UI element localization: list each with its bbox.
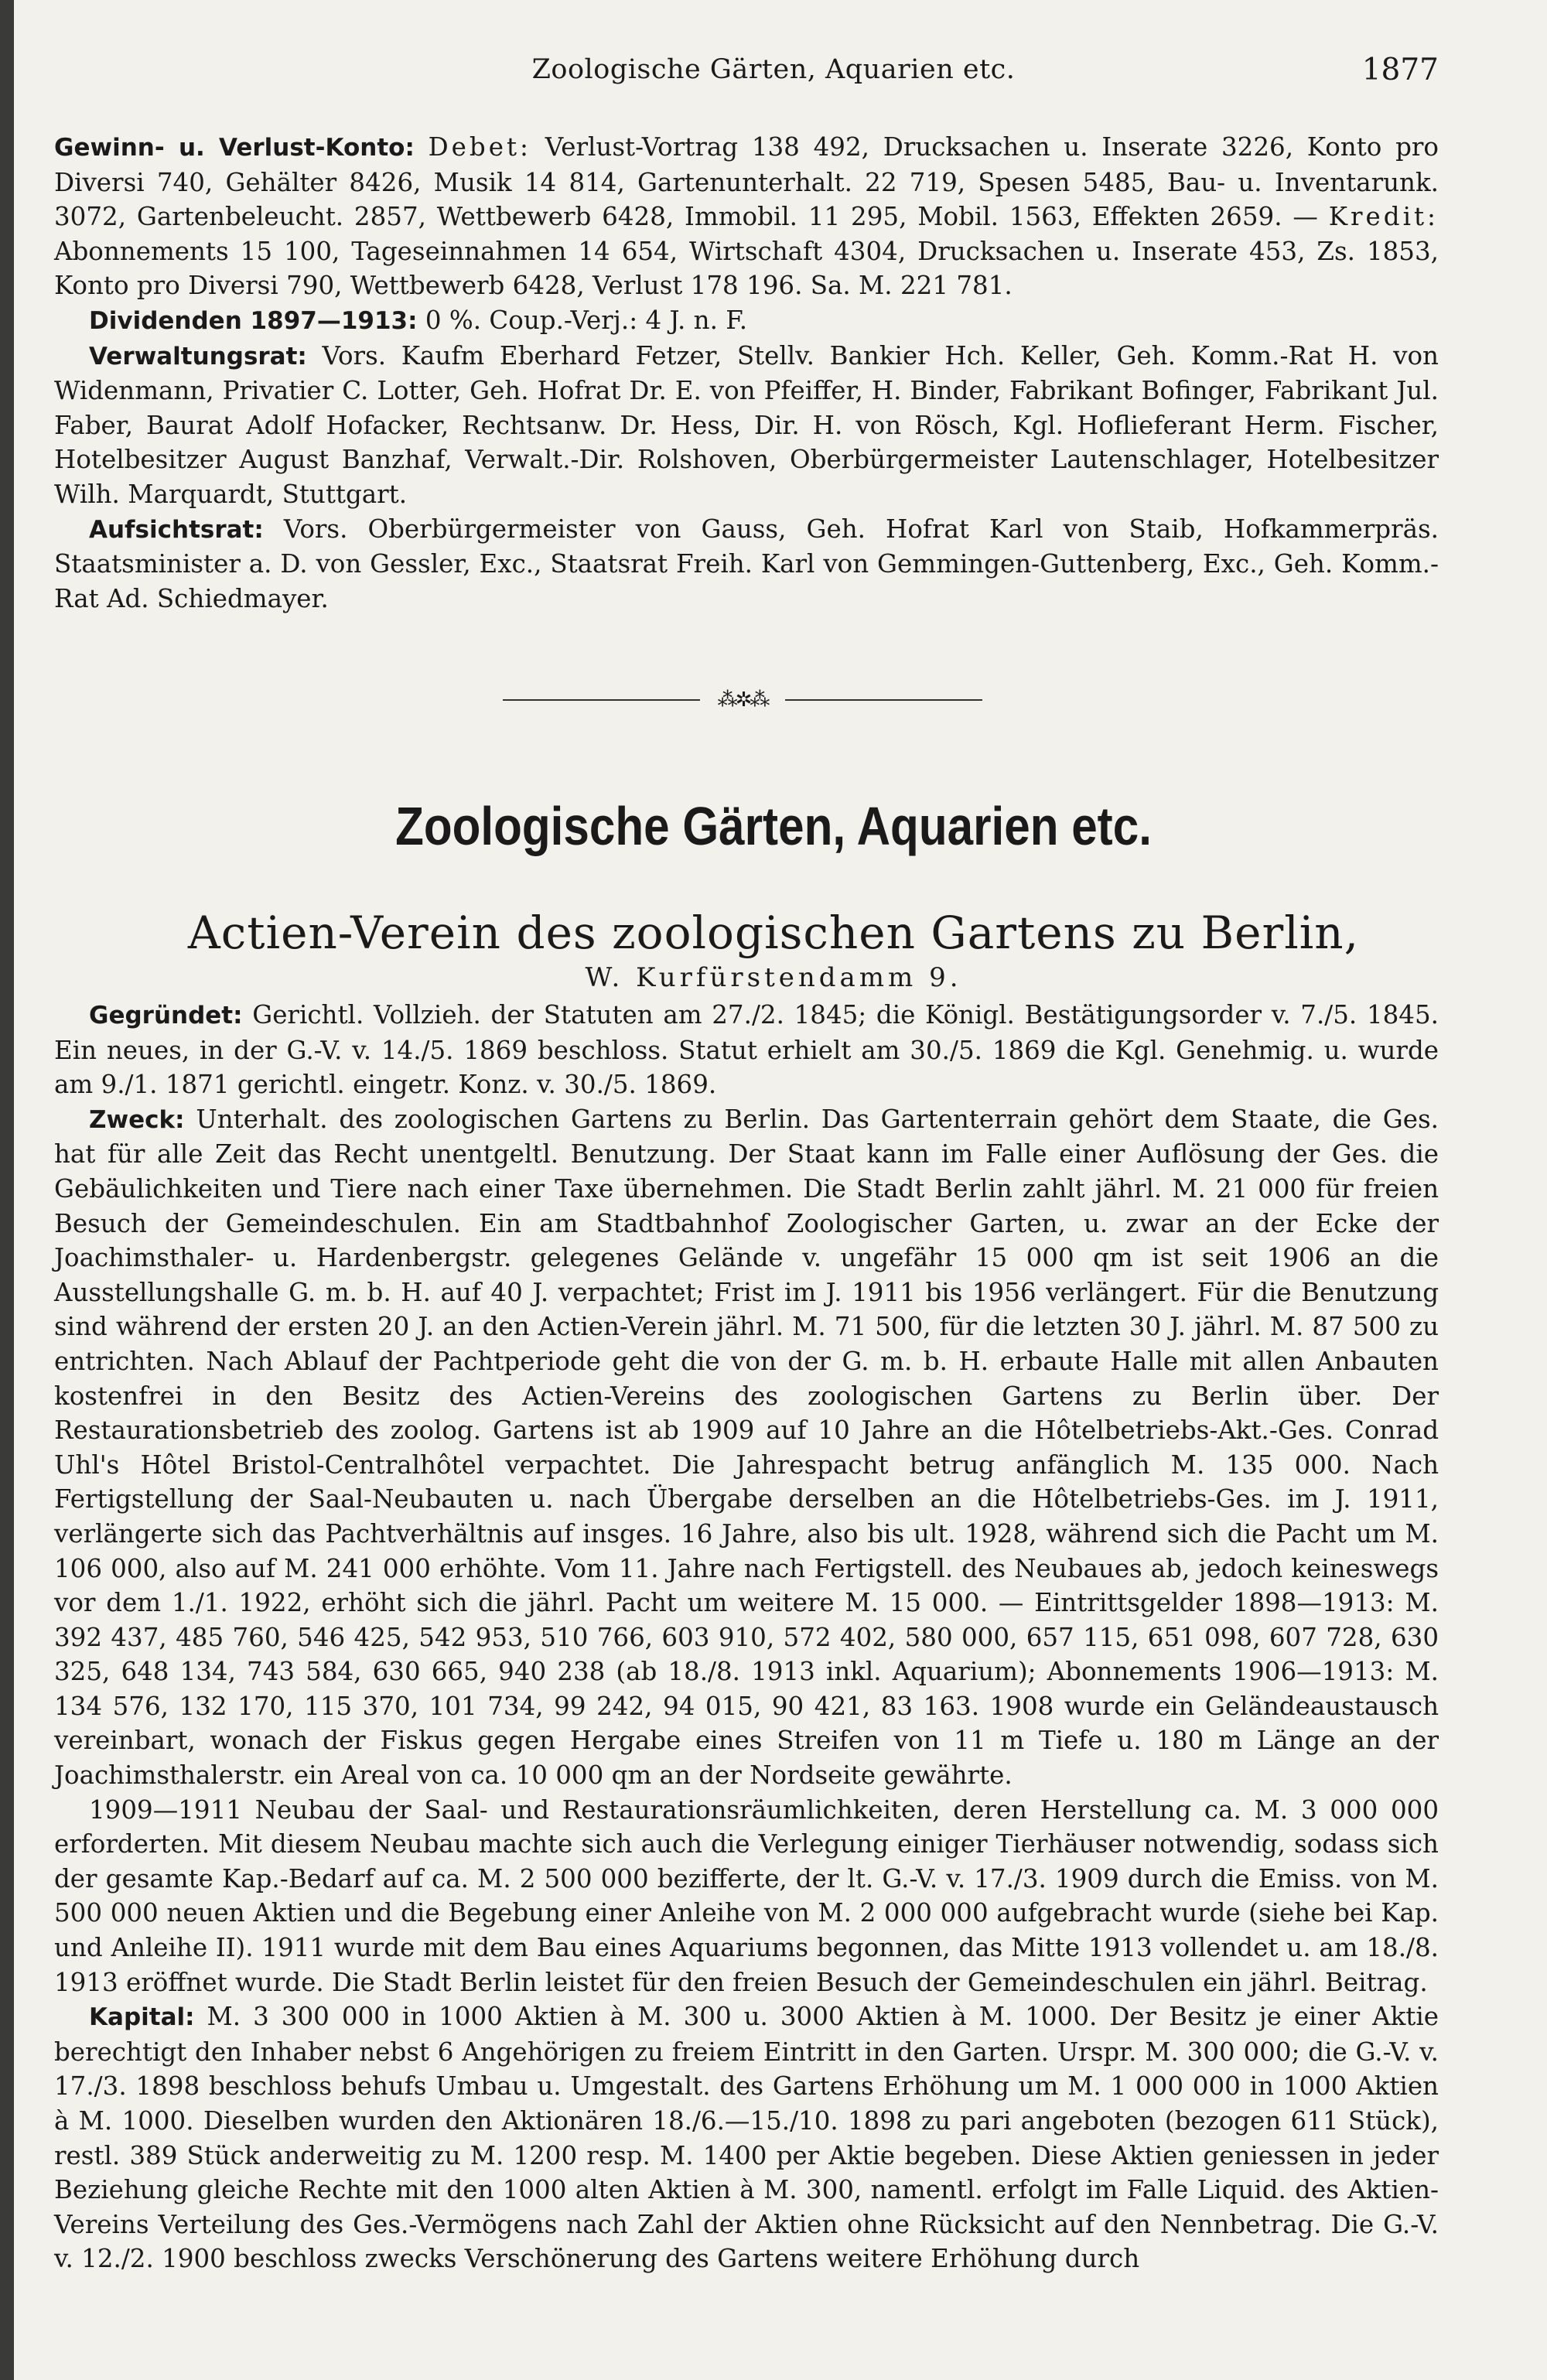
dividenden-text: 0 %. Coup.-Verj.: 4 J. n. F. (425, 305, 748, 335)
gegruendet-paragraph (54, 998, 1439, 1102)
paragraph-1909-1911: 1909—1911 Neubau der Saal- und Restaurationsräumlichkeiten, deren Herstellung ca. M. 3 000 000 erforderten. Mit diesem Neubau machte sich auch die Verlegung einiger Tierhäuser notwendig, sodass sich der gesamte Kap.-Bedarf auf ca. M. 2 500 000 bezifferte, der lt. G.-V. v. 17./3. 1909 durch die Emiss. von M. 500 000 neuen Aktien und die Begebung einer Anleihe von M. 2 000 000 aufgebracht wurde (siehe bei Kap. und Anleihe II). 1911 wurde mit dem Bau eines Aquariums begonnen, das Mitte 1913 vollendet u. am 18./8. 1913 eröffnet wurde. Die Stadt Berlin leistet für den freien Besuch der Gemeindeschulen ein jährl. Beitrag. (54, 1794, 1439, 1997)
verwaltungsrat-label: Verwaltungsrat: (89, 342, 307, 370)
page-header (0, 46, 1547, 93)
gewinn-verlust-paragraph (54, 130, 1439, 303)
zweck-text: Unterhalt. des zoologischen Gartens zu Berlin. Das Gartenterrain gehört dem Staate, die Ges. hat für alle Zeit das Recht unentgeltl. Benutzung. Der Staat kann im Falle einer Auflösung der Ges. die Gebäulichkeiten und Tiere nach einer Taxe übernehmen. Die Stadt Berlin zahlt jährl. M. 21 000 für freien Besuch der Gemeindeschulen. Ein am Stadtbahnhof Zoologischer Garten, u. zwar an der Ecke der Joachimsthaler- u. Hardenbergstr. gelegenes Gelände v. ungefähr 15 000 qm ist seit 1906 an die Ausstellungshalle G. m. b. H. auf 40 J. verpachtet; Frist im J. 1911 bis 1956 verlängert. Für die Benutzung sind während der ersten 20 J. an den Actien-Verein jährl. M. 71 500, für die letzten 30 J. jährl. M. 87 500 zu entrichten. Nach Ablauf der Pachtperiode geht die von der G. m. b. H. erbaute Halle mit allen Anbauten kostenfrei in den Besitz des Actien-Vereins des zoologischen Gartens zu Berlin über. Der Restaurationsbetrieb des zoolog. Gartens ist ab 1909 auf 10 Jahre an die Hôtelbetriebs-Akt.-Ges. Conrad Uhl's Hôtel Bristol-Centralhôtel verpachtet. Die Jahrespacht betrug anfänglich M. 135 000. Nach Fertigstellung der Saal-Neubauten u. nach Übergabe derselben an die Hôtelbetriebs-Ges. im J. 1911, verlängerte sich das Pachtverhältnis auf insges. 16 Jahre, also bis ult. 1928, während sich die Pacht um M. 106 000, also auf M. 241 000 erhöhte. Vom 11. Jahre nach Fertigstell. des Neubaues ab, jedoch keineswegs vor dem 1./1. 1922, erhöht sich die jährl. Pacht um weitere M. 15 000. — Eintrittsgelder 1898—1913: M. 392 437, 485 760, 546 425, 542 953, 510 766, 603 910, 572 402, 580 000, 657 115, 651 098, 607 728, 630 325, 648 134, 743 584, 630 665, 940 238 (ab 18./8. 1913 inkl. Aquarium); Abonnements 1906—1913: M. 134 576, 132 170, 115 370, 101 734, 99 242, 94 015, 90 421, 83 163. 1908 wurde ein Geländeaustausch vereinbart, wonach der Fiskus gegen Hergabe eines Streifen von 11 m Tiefe u. 180 m Länge an der Joachimsthalerstr. ein Areal von ca. 10 000 qm an der Nordseite gewährte. (54, 1104, 1439, 1791)
scan-binding-edge (0, 0, 14, 2380)
page-number: 1877 (1361, 53, 1439, 87)
kapital-text: M. 3 300 000 in 1000 Aktien à M. 300 u. 3000 Aktien à M. 1000. Der Besitz je einer Aktie berechtigt den Inhaber nebst 6 Angehörigen zu freiem Eintritt in den Garten. Urspr. M. 300 000; die G.-V. v. 17./3. 1898 beschloss behufs Umbau u. Umgestalt. des Gartens Erhöhung um M. 1 000 000 in 1000 Aktien à M. 1000. Dieselben wurden den Aktionären 18./6.—15./10. 1898 zu pari angeboten (bezogen 611 Stück), restl. 389 Stück anderweitig zu M. 1200 resp. M. 1400 per Aktie begeben. Diese Aktien geniessen in jeder Beziehung gleiche Rechte mit den 1000 alten Aktien à M. 300, namentl. erfolgt im Falle Liquid. des Aktien-Vereins Verteilung des Ges.-Vermögens nach Zahl der Aktien ohne Rücksicht auf den Nennbetrag. Die G.-V. v. 12./2. 1900 beschloss zwecks Verschönerung des Gartens weitere Erhöhung durch (54, 2002, 1439, 2274)
section-title: Zoologische Gärten, Aquarien etc. (395, 796, 1152, 856)
aufsichtsrat-paragraph (54, 512, 1439, 616)
kapital-label: Kapital: (89, 2003, 195, 2032)
gewinn-debet-text: Verlust-Vortrag 138 492, Drucksachen u. Inserate 3226, Konto pro Diversi 740, Gehälter 8426, Musik 14 814, Gartenunterhalt. 22 719, Spesen 5485, Bau- u. Inventarunk. 3072, Gartenbeleucht. 2857, Wettbewerb 6428, Immobil. 11 295, Mobil. 1563, Effekten 2659. — (54, 132, 1439, 232)
aufsichtsrat-label: Aufsichtsrat: (89, 515, 264, 544)
company-entry-body (54, 998, 1439, 2276)
gewinn-label: Gewinn- u. Verlust-Konto: (54, 134, 415, 162)
section-divider (503, 688, 982, 712)
verwaltungsrat-text: Vors. Kaufm Eberhard Fetzer, Stellv. Bankier Hch. Keller, Geh. Komm.-Rat H. von Widenmann, Privatier C. Lotter, Geh. Hofrat Dr. E. von Pfeiffer, H. Binder, Fabrikant Bofinger, Fabrikant Jul. Faber, Baurat Adolf Hofacker, Rechtsanw. Dr. Hess, Dir. H. von Rösch, Kgl. Hoflieferant Herm. Fischer, Hotelbesitzer August Banzhaf, Verwalt.-Dir. Rolshoven, Oberbürgermeister Lautenschlager, Hotelbesitzer Wilh. Marquardt, Stuttgart. (54, 340, 1439, 509)
dividenden-paragraph (54, 303, 1439, 339)
company-address: W. Kurfürstendamm 9. (585, 962, 962, 993)
verwaltungsrat-paragraph (54, 339, 1439, 512)
gegruendet-text: Gerichtl. Vollzieh. der Statuten am 27./2. 1845; die Königl. Bestätigungsorder v. 7./5. 1845. Ein neues, in der G.-V. v. 14./5. 1869 beschloss. Statut erhielt am 30./5. 1869 die Kgl. Genehmig. u. wurde am 9./1. 1871 gerichtl. eingetr. Konz. v. 30./5. 1869. (54, 1000, 1439, 1100)
zweck-paragraph (54, 1102, 1439, 1793)
zweck-label: Zweck: (89, 1105, 185, 1134)
divider-line-right (785, 699, 982, 701)
kredit-label: Kredit: (1328, 202, 1439, 232)
debet-label: Debet: (428, 132, 531, 162)
running-title: Zoologische Gärten, Aquarien etc. (531, 54, 1016, 85)
kapital-paragraph (54, 1999, 1439, 2276)
gewinn-kredit-text: Abonnements 15 100, Tageseinnahmen 14 654, Wirtschaft 4304, Drucksachen u. Inserate 453, Zs. 1853, Konto pro Diversi 790, Wettbewerb 6428, Verlust 178 196. Sa. M. 221 781. (54, 236, 1439, 301)
divider-line-left (503, 699, 700, 701)
company-name: Actien-Verein des zoologischen Gartens zu Berlin, (187, 907, 1360, 959)
dividenden-label: Dividenden 1897—1913: (89, 306, 418, 335)
gegruendet-label: Gegründet: (89, 1002, 243, 1030)
divider-ornament-icon: ⁂✲⁂ (717, 688, 768, 712)
previous-company-block (54, 130, 1439, 616)
aufsichtsrat-text: Vors. Oberbürgermeister von Gauss, Geh. Hofrat Karl von Staib, Hofkammerpräs. Staatsminister a. D. von Gessler, Exc., Staatsrat Freih. Karl von Gemmingen-Guttenberg, Exc., Geh. Komm.-Rat Ad. Schiedmayer. (54, 514, 1439, 613)
